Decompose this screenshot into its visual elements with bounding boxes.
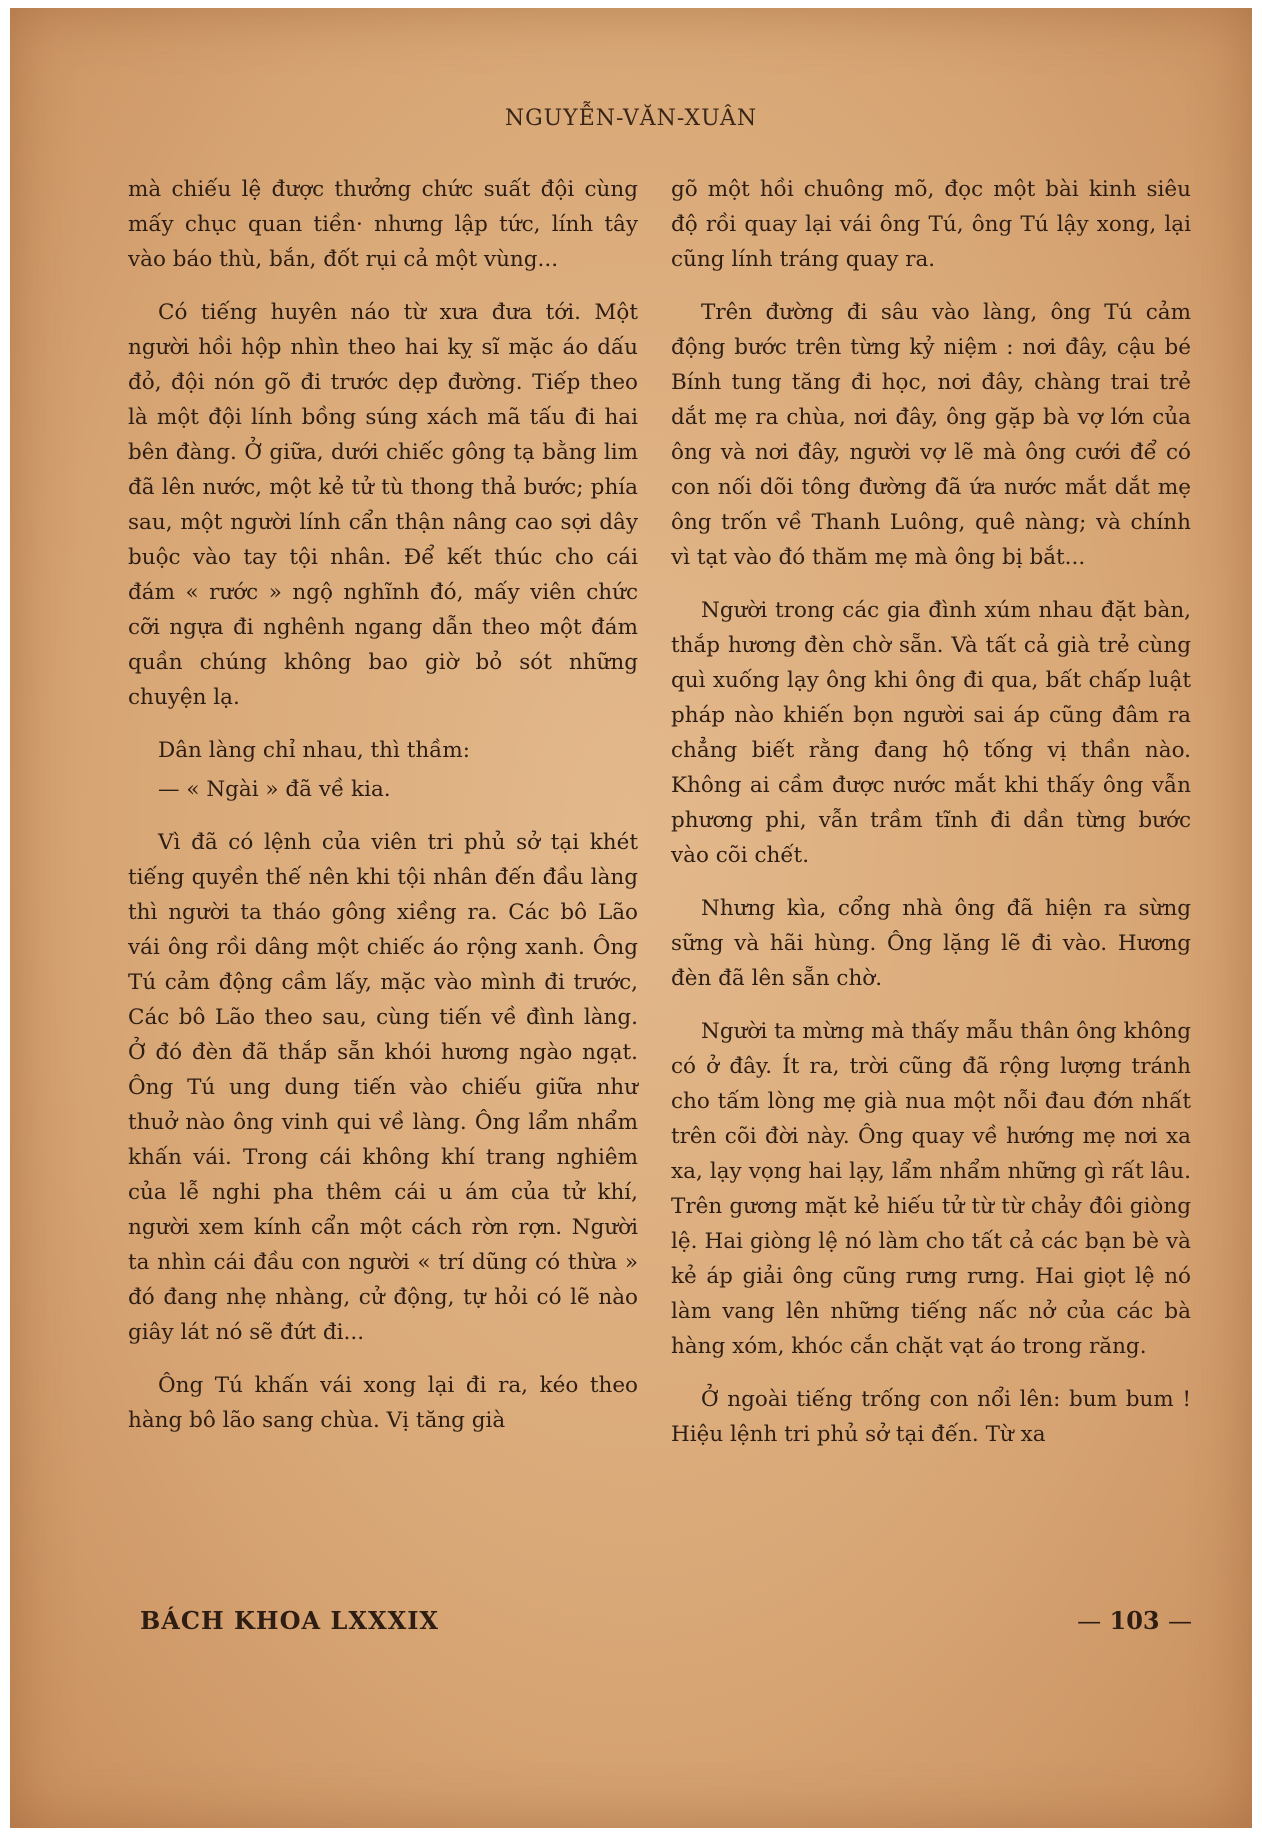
left-column <box>128 172 638 1456</box>
paragraph: Có tiếng huyên náo từ xưa đưa tới. Một người hồi hộp nhìn theo hai kỵ sĩ mặc áo dấu đỏ, đội nón gõ đi trước dẹp đường. Tiếp theo là một đội lính bồng súng xách mã tấu đi hai bên đàng. Ở giữa, dưới chiếc gông tạ bằng lim đã lên nước, một kẻ tử tù thong thả bước; phía sau, một người lính cẩn thận nâng cao sợi dây buộc vào tay tội nhân. Để kết thúc cho cái đám « rước » ngộ nghĩnh đó, mấy viên chức cỡi ngựa đi nghênh ngang dẫn theo một đám quần chúng không bao giờ bỏ sót những chuyện lạ. <box>128 300 638 710</box>
page-number: 103 <box>1109 1606 1160 1635</box>
dash-right: — <box>1168 1607 1192 1635</box>
paragraph: mà chiếu lệ được thưởng chức suất đội cùng mấy chục quan tiền· nhưng lập tức, lính tây vào báo thù, bắn, đốt rụi cả một vùng... <box>128 177 638 272</box>
paragraph: Người trong các gia đình xúm nhau đặt bàn, thắp hương đèn chờ sẵn. Và tất cả già trẻ cùng quì xuống lạy ông khi ông đi qua, bất chấp luật pháp nào khiến bọn người sai áp cũng đâm ra chẳng biết rằng đang hộ tống vị thần nào. Không ai cầm được nước mắt khi thấy ông vẫn phương phi, vẫn trầm tĩnh đi dần từng bước vào cõi chết. <box>671 598 1191 868</box>
page-number-block <box>1077 1606 1192 1635</box>
magazine-page <box>10 8 1252 1828</box>
journal-title: BÁCH KHOA LXXXIX <box>140 1606 440 1635</box>
dash-left: — <box>1077 1607 1102 1635</box>
paragraph: Ông Tú khấn vái xong lại đi ra, kéo theo hàng bô lão sang chùa. Vị tăng già <box>128 1373 638 1433</box>
paragraph: Nhưng kìa, cổng nhà ông đã hiện ra sừng sững và hãi hùng. Ông lặng lẽ đi vào. Hương đèn đã lên sẵn chờ. <box>671 896 1191 991</box>
paragraph: Dân làng chỉ nhau, thì thầm: <box>158 738 470 763</box>
paragraph: Ở ngoài tiếng trống con nổi lên: bum bum ! Hiệu lệnh tri phủ sở tại đến. Từ xa <box>671 1387 1191 1447</box>
running-head: NGUYỄN-VĂN-XUÂN <box>504 106 758 131</box>
right-column <box>671 172 1191 1470</box>
paragraph: Người ta mừng mà thấy mẫu thân ông không có ở đây. Ít ra, trời cũng đã rộng lượng tránh cho tấm lòng mẹ già nua một nỗi đau đớn nhất trên cõi đời này. Ông quay về hướng mẹ nơi xa xa, lạy vọng hai lạy, lẩm nhẩm những gì rất lâu. Trên gương mặt kẻ hiếu tử từ từ chảy đôi giòng lệ. Hai giòng lệ nó làm cho tất cả các bạn bè và kẻ áp giải ông cũng rưng rưng. Hai giọt lệ nó làm vang lên những tiếng nấc nở của các bà hàng xóm, khóc cắn chặt vạt áo trong răng. <box>671 1019 1191 1359</box>
paragraph: Trên đường đi sâu vào làng, ông Tú cảm động bước trên từng kỷ niệm : nơi đây, cậu bé Bính tung tăng đi học, nơi đây, chàng trai trẻ dắt mẹ ra chùa, nơi đây, ông gặp bà vợ lớn của ông và nơi đây, người vợ lẽ mà ông cưới để có con nối dõi tông đường đã ứa nước mắt dắt mẹ ông trốn về Thanh Luông, quê nàng; và chính vì tạt vào đó thăm mẹ mà ông bị bắt... <box>671 300 1191 570</box>
paragraph: — « Ngài » đã về kia. <box>158 777 391 802</box>
paragraph: gõ một hồi chuông mõ, đọc một bài kinh siêu độ rồi quay lại vái ông Tú, ông Tú lậy xong, lại cũng lính tráng quay ra. <box>671 177 1191 272</box>
paragraph: Vì đã có lệnh của viên tri phủ sở tại khét tiếng quyền thế nên khi tội nhân đến đầu làng thì người ta tháo gông xiềng ra. Các bô Lão vái ông rồi dâng một chiếc áo rộng xanh. Ông Tú cảm động cầm lấy, mặc vào mình đi trước, Các bô Lão theo sau, cùng tiến về đình làng. Ở đó đèn đã thắp sẵn khói hương ngào ngạt. Ông Tú ung dung tiến vào chiếu giữa như thuở nào ông vinh qui về làng. Ông lẩm nhẩm khấn vái. Trong cái không khí trang nghiêm của lễ nghi pha thêm cái u ám của tử khí, người xem kính cẩn một cách rờn rợn. Người ta nhìn cái đầu con người « trí dũng có thừa » đó đang nhẹ nhàng, cử động, tự hỏi có lẽ nào giây lát nó sẽ đứt đi... <box>128 830 638 1345</box>
